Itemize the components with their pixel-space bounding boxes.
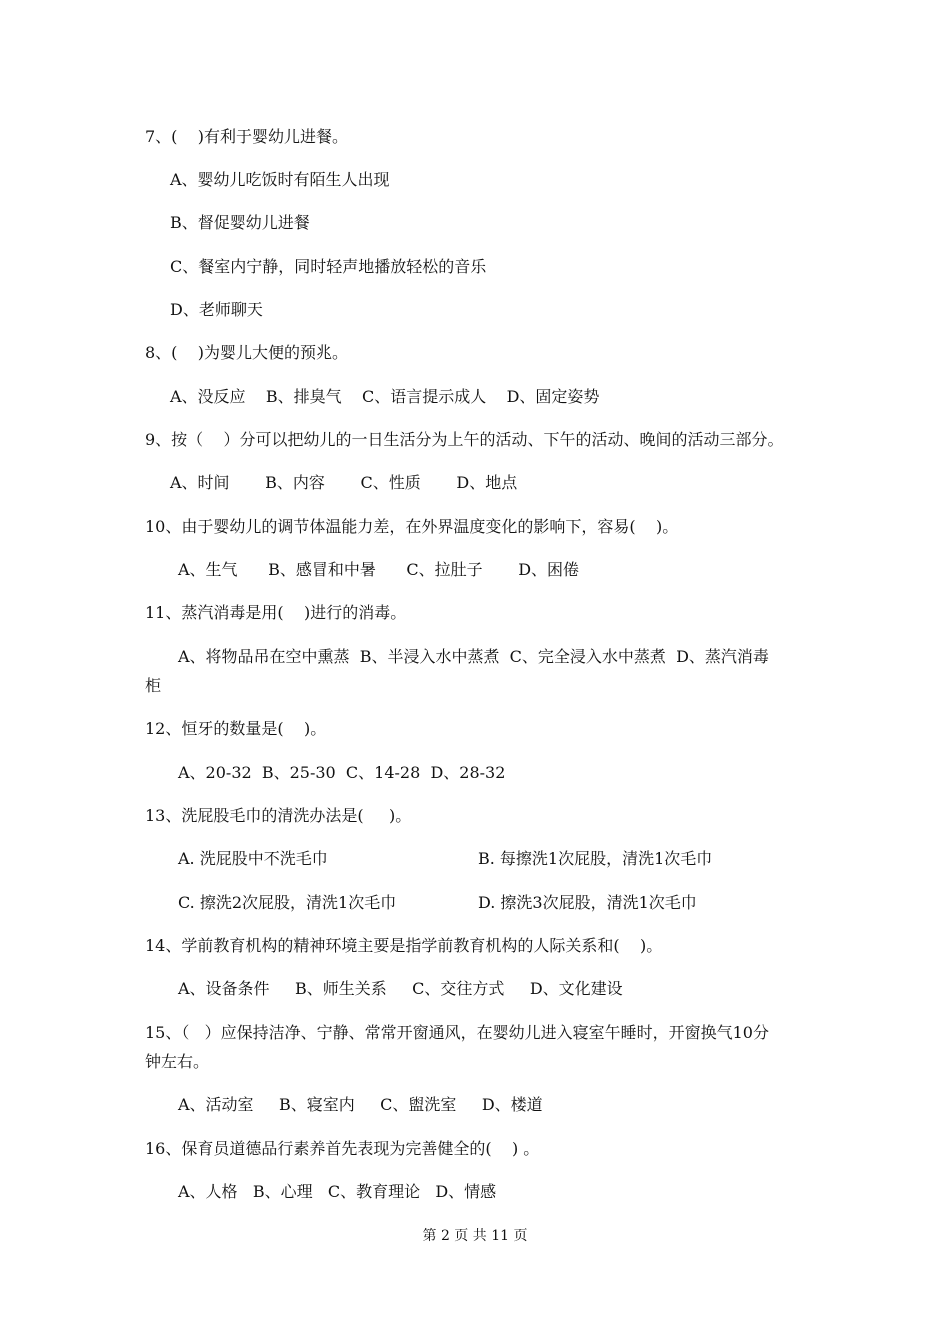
question-7-option-d: D、老师聊天 bbox=[170, 300, 263, 319]
question-7-option-b: B、督促婴幼儿进餐 bbox=[170, 213, 310, 232]
question-11-stem: 11、蒸汽消毒是用( )进行的消毒。 bbox=[145, 603, 407, 622]
question-15-stem-continued: 钟左右。 bbox=[145, 1052, 210, 1071]
page-number-footer: 第 2 页 共 11 页 bbox=[422, 1228, 528, 1244]
question-16-stem: 16、保育员道德品行素养首先表现为完善健全的( ) 。 bbox=[145, 1139, 540, 1158]
question-13-option-c: C. 擦洗2次屁股，清洗1次毛巾 bbox=[178, 893, 397, 912]
question-7-option-a: A、婴幼儿吃饭时有陌生人出现 bbox=[170, 170, 390, 189]
question-15-stem: 15、（ ）应保持洁净、宁静、常常开窗通风，在婴幼儿进入寝室午睡时，开窗换气10分 bbox=[145, 1023, 769, 1042]
question-9-stem: 9、按（ ）分可以把幼儿的一日生活分为上午的活动、下午的活动、晚间的活动三部分。 bbox=[145, 430, 784, 449]
question-13-stem: 13、洗屁股毛巾的清洗办法是( )。 bbox=[145, 806, 412, 825]
question-14-stem: 14、学前教育机构的精神环境主要是指学前教育机构的人际关系和( )。 bbox=[145, 936, 663, 955]
question-10-options: A、生气 B、感冒和中暑 C、拉肚子 D、困倦 bbox=[178, 560, 580, 579]
question-12-options: A、20-32 B、25-30 C、14-28 D、28-32 bbox=[178, 763, 506, 782]
question-12-stem: 12、恒牙的数量是( )。 bbox=[145, 719, 327, 738]
question-13-option-b: B. 每擦洗1次屁股，清洗1次毛巾 bbox=[478, 849, 713, 868]
question-13-option-a: A. 洗屁股中不洗毛巾 bbox=[178, 849, 328, 868]
question-14-options: A、设备条件 B、师生关系 C、交往方式 D、文化建设 bbox=[178, 979, 623, 998]
question-10-stem: 10、由于婴幼儿的调节体温能力差，在外界温度变化的影响下，容易( )。 bbox=[145, 517, 679, 536]
question-11-options: A、将物品吊在空中熏蒸 B、半浸入水中蒸煮 C、完全浸入水中蒸煮 D、蒸汽消毒 bbox=[178, 647, 769, 666]
question-11-options-continued: 柜 bbox=[145, 676, 162, 695]
question-8-stem: 8、( )为婴儿大便的预兆。 bbox=[145, 343, 349, 362]
question-13-option-d: D. 擦洗3次屁股，清洗1次毛巾 bbox=[478, 893, 697, 912]
question-16-options: A、人格 B、心理 C、教育理论 D、情感 bbox=[178, 1182, 497, 1201]
question-7-stem: 7、( )有利于婴幼儿进餐。 bbox=[145, 127, 349, 146]
question-15-options: A、活动室 B、寝室内 C、盥洗室 D、楼道 bbox=[178, 1095, 543, 1114]
question-7-option-c: C、餐室内宁静，同时轻声地播放轻松的音乐 bbox=[170, 257, 487, 276]
question-8-options: A、没反应 B、排臭气 C、语言提示成人 D、固定姿势 bbox=[170, 387, 600, 406]
question-9-options: A、时间 B、内容 C、性质 D、地点 bbox=[170, 473, 518, 492]
